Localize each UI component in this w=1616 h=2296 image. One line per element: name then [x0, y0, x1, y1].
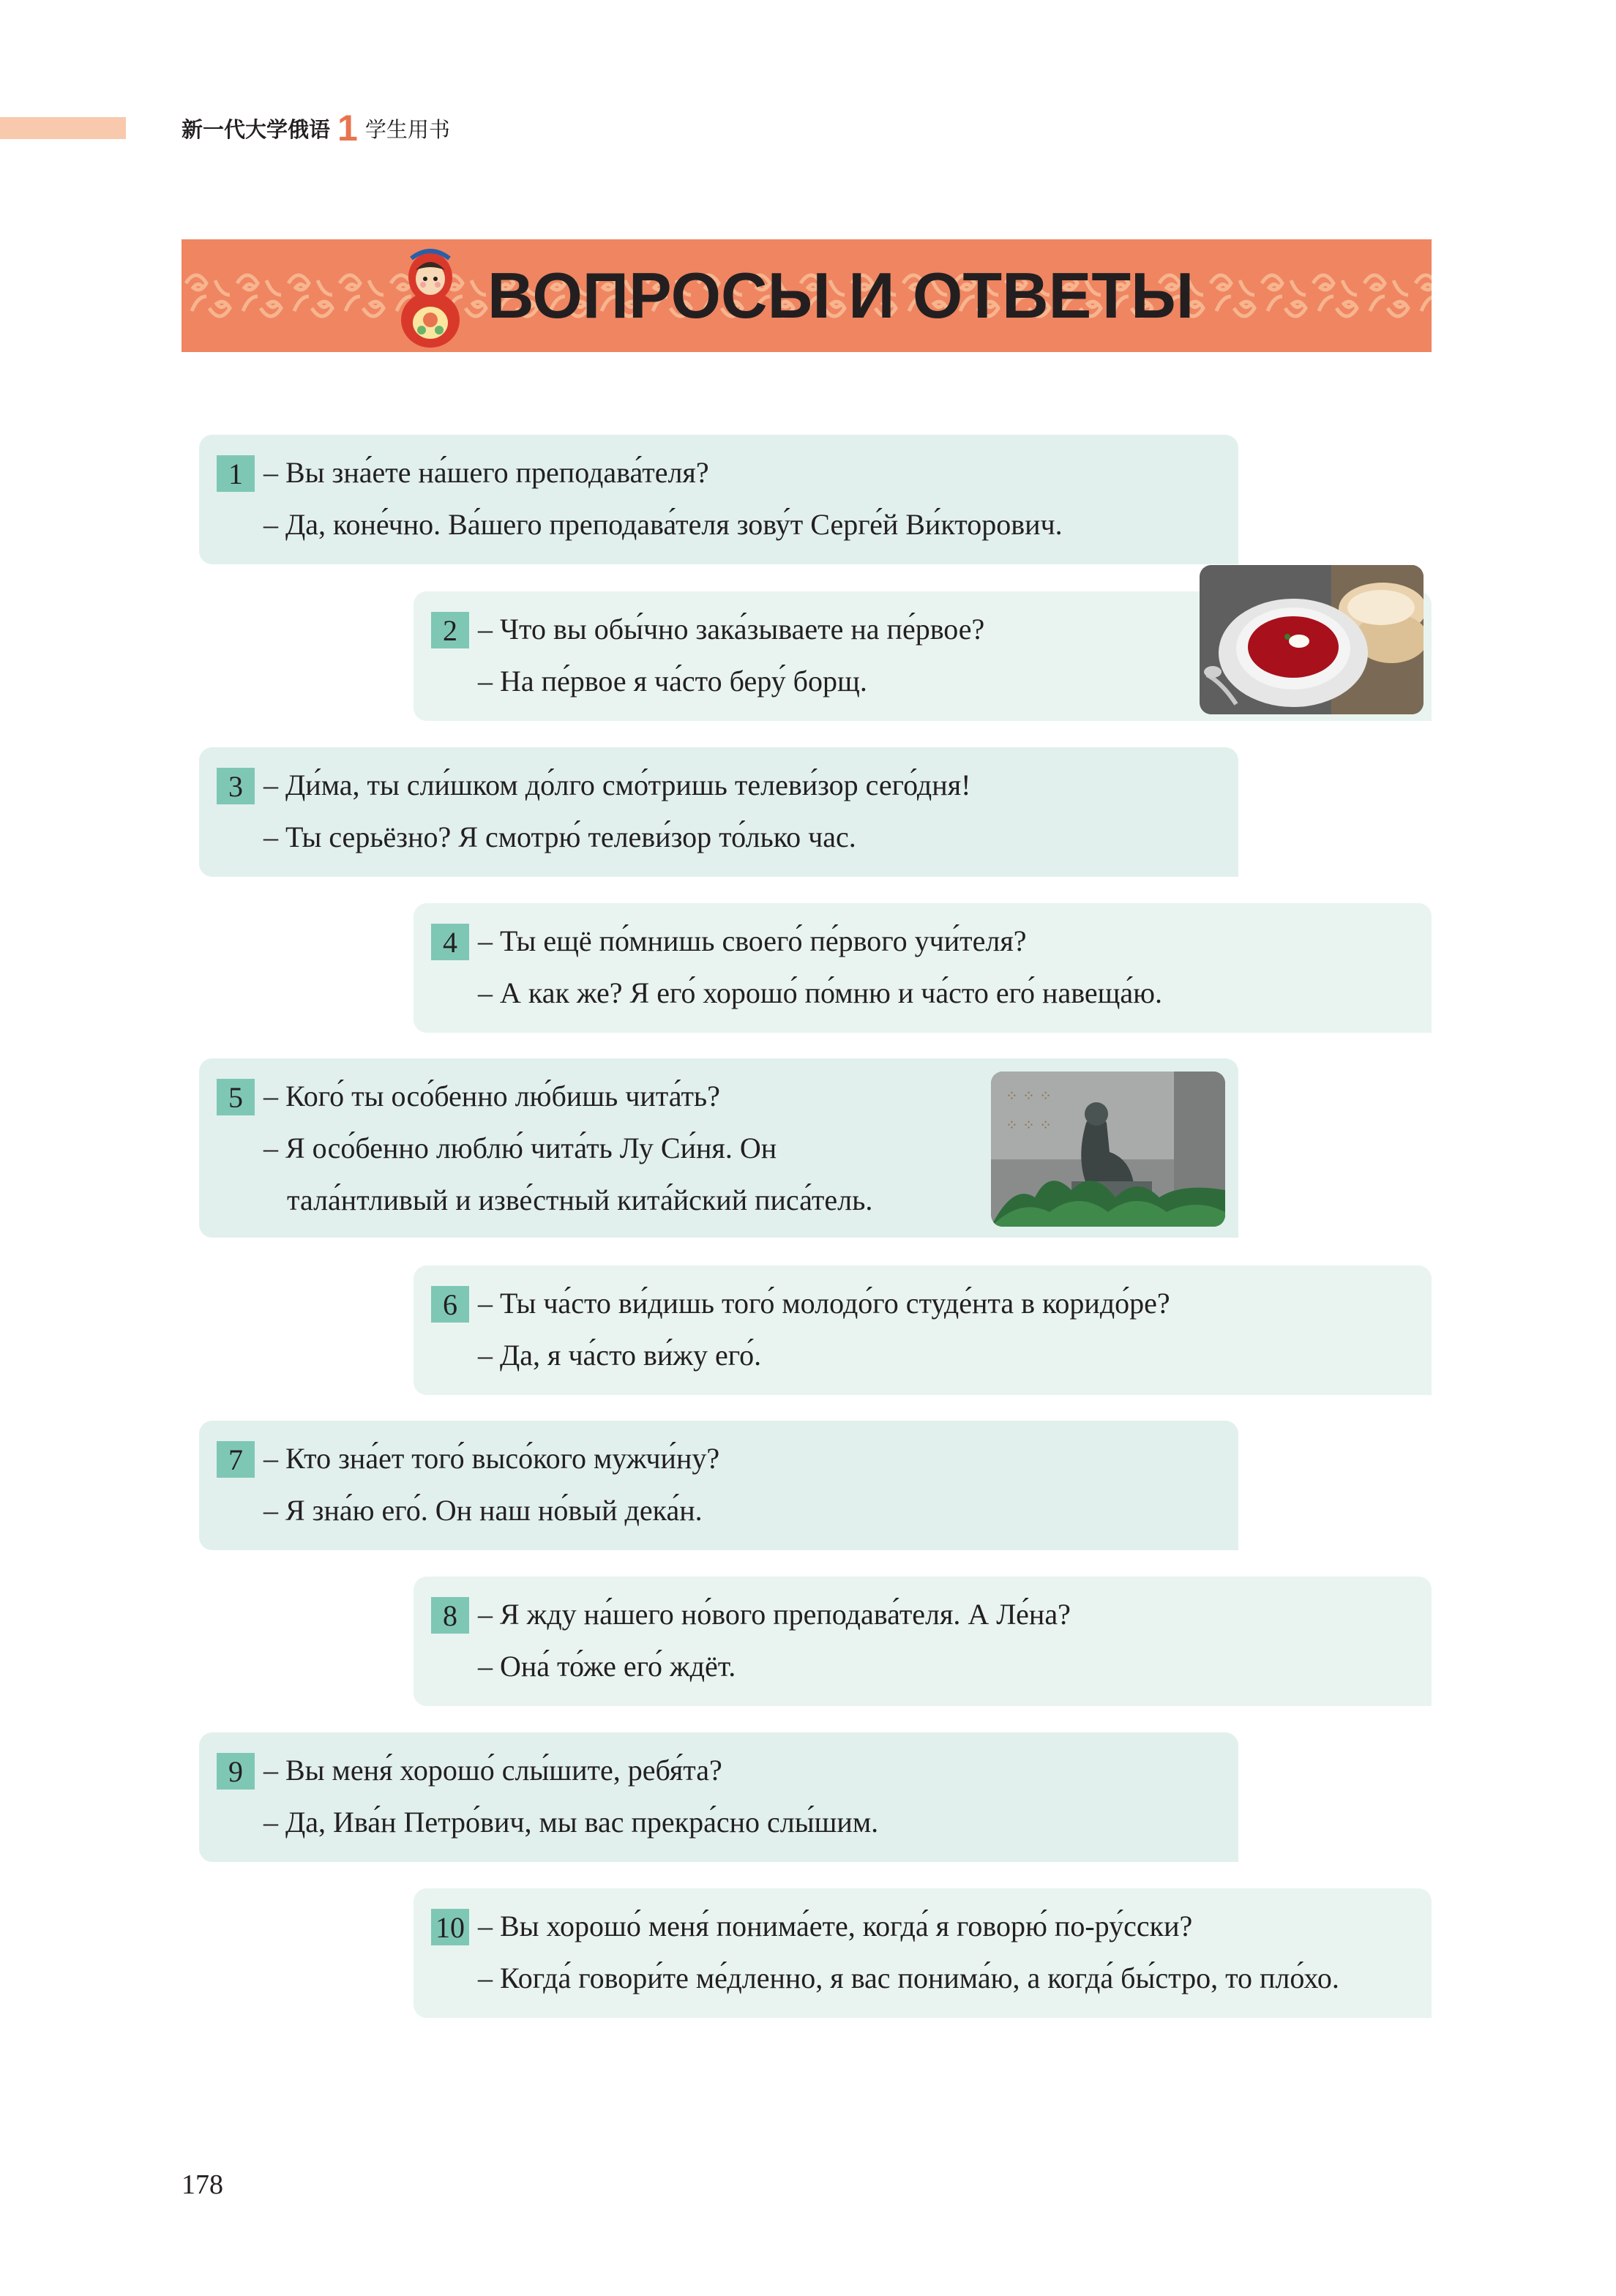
- dialogue-number: 8: [431, 1597, 469, 1634]
- dialogue-number: 7: [217, 1441, 255, 1478]
- answer-line: – Я осо́бенно люблю́ чита́ть Лу Си́ня. Он: [263, 1132, 777, 1164]
- dialogue-box: [199, 1732, 1238, 1862]
- answer-line: – Да, коне́чно. Ва́шего преподава́теля зову́т Серге́й Ви́кторович.: [263, 508, 1063, 541]
- answer-line-continued: тала́нтливый и изве́стный кита́йский писа́тель.: [287, 1183, 873, 1216]
- answer-line: – На пе́рвое я ча́сто беру́ борщ.: [478, 665, 867, 698]
- answer-line: – Да, Ива́н Петро́вич, мы вас прекра́сно слы́шим.: [263, 1806, 879, 1839]
- dialogue-box: [414, 1265, 1432, 1395]
- dialogue-box: [199, 435, 1238, 564]
- running-header: [182, 108, 450, 149]
- question-line: – Кого́ ты осо́бенно лю́бишь чита́ть?: [263, 1080, 720, 1113]
- question-line: – Вы хорошо́ меня́ понима́ете, когда́ я говорю́ по-ру́сски?: [478, 1910, 1193, 1942]
- question-line: – Ди́ма, ты сли́шком до́лго смо́тришь телеви́зор сего́дня!: [263, 769, 971, 801]
- answer-line: – Я зна́ю его́. Он наш но́вый дека́н.: [263, 1494, 703, 1527]
- question-line: – Кто зна́ет того́ высо́кого мужчи́ну?: [263, 1442, 720, 1475]
- matryoshka-icon: [394, 244, 467, 349]
- dialogue-box: [199, 747, 1238, 877]
- svg-text:⁘ ⁘ ⁘: ⁘ ⁘ ⁘: [1006, 1087, 1052, 1104]
- question-line: – Я жду на́шего но́вого преподава́теля. А Ле́на?: [478, 1598, 1071, 1631]
- dialogue-box: [414, 903, 1432, 1033]
- dialogue-box: [199, 1421, 1238, 1550]
- book-type: 学生用书: [364, 116, 450, 142]
- dialogue-number: 2: [431, 612, 469, 648]
- header-accent-strip: [0, 117, 126, 139]
- dialogue-number: 3: [217, 768, 255, 804]
- question-line: – Ты ещё по́мнишь своего́ пе́рвого учи́теля?: [478, 924, 1027, 957]
- question-line: – Ты ча́сто ви́дишь того́ молодо́го студе́нта в коридо́ре?: [478, 1287, 1170, 1320]
- dialogue-number: 9: [217, 1753, 255, 1790]
- series-title: 新一代大学俄语: [182, 116, 331, 142]
- answer-line: – Ты серьёзно? Я смотрю́ телеви́зор то́лько час.: [263, 820, 856, 853]
- answer-line: – Когда́ говори́те ме́дленно, я вас понима́ю, а когда́ бы́стро, то пло́хо.: [478, 1962, 1339, 1994]
- section-banner: [182, 239, 1432, 352]
- answer-line: – Она́ то́же его́ ждёт.: [478, 1650, 736, 1683]
- dialogue-number: 6: [431, 1286, 469, 1323]
- borscht-photo: [1200, 565, 1424, 714]
- answer-line: – Да, я ча́сто ви́жу его́.: [478, 1339, 762, 1372]
- question-line: – Вы меня́ хорошо́ слы́шите, ребя́та?: [263, 1754, 722, 1787]
- lu-xun-statue-photo: [991, 1072, 1225, 1227]
- page-number: 178: [182, 2169, 223, 2200]
- dialogue-number: 5: [217, 1079, 255, 1115]
- dialogue-number: 10: [431, 1909, 469, 1945]
- dialogue-box: [414, 1577, 1432, 1706]
- svg-text:⁘ ⁘ ⁘: ⁘ ⁘ ⁘: [1006, 1116, 1052, 1134]
- question-line: – Вы зна́ете на́шего преподава́теля?: [263, 456, 709, 489]
- dialogue-number: 1: [217, 455, 255, 492]
- question-line: – Что вы обы́чно зака́зываете на пе́рвое?: [478, 613, 985, 646]
- dialogue-number: 4: [431, 924, 469, 960]
- answer-line: – А как же? Я его́ хорошо́ по́мню и ча́сто его́ навеща́ю.: [478, 976, 1163, 1009]
- dialogue-box: [414, 1888, 1432, 2018]
- section-title: ВОПРОСЫ И ОТВЕТЫ: [487, 259, 1194, 332]
- volume-number: 1: [337, 108, 358, 149]
